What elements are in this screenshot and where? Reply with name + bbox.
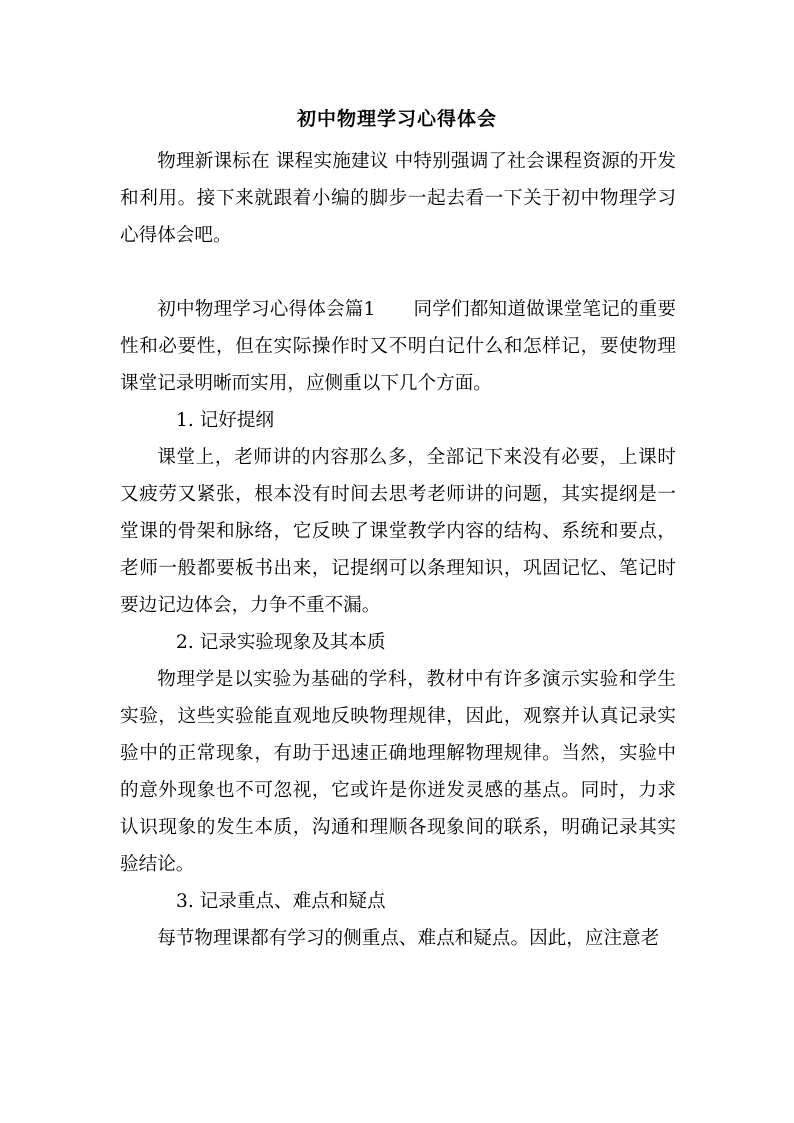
section-label: 初中物理学习心得体会篇1	[157, 299, 376, 320]
section-text: 同学们都知道做课堂笔记的重要性和必要性，但在实际操作时又不明白记什么和怎样记，要使物理课堂记录明晰而实用，应侧重以下几个方面。	[120, 299, 676, 394]
item-heading-1: 1. 记好提纲	[176, 410, 275, 431]
document-body	[120, 143, 676, 957]
item-heading-3: 3. 记录重点、难点和疑点	[176, 891, 386, 912]
document-title: 初中物理学习心得体会	[296, 108, 497, 130]
item-paragraph-2: 物理学是以实验为基础的学科，教材中有许多演示实验和学生实验，这些实验能直观地反映物理规律，因此，观察并认真记录实验中的正常现象，有助于迅速正确地理解物理规律。当然，实验中的意外现象也不可忽视，它或许是你迸发灵感的基点。同时，力求认识现象的发生本质，沟通和理顺各现象间的联系，明确记录其实验结论。	[120, 669, 676, 875]
section-paragraph	[120, 291, 676, 402]
intro-paragraph: 物理新课标在 课程实施建议 中特别强调了社会课程资源的开发和利用。接下来就跟着小编的脚步一起去看一下关于初中物理学习心得体会吧。	[120, 151, 676, 246]
item-paragraph-1: 课堂上，老师讲的内容那么多，全部记下来没有必要，上课时又疲劳又紧张，根本没有时间去思考老师讲的问题，其实提纲是一堂课的骨架和脉络，它反映了课堂教学内容的结构、系统和要点，老师一般都要板书出来，记提纲可以条理知识，巩固记忆、笔记时要边记边体会，力争不重不漏。	[120, 447, 676, 616]
blank-line	[120, 254, 676, 291]
item-paragraph-3: 每节物理课都有学习的侧重点、难点和疑点。因此，应注意老	[157, 928, 660, 949]
item-heading-2: 2. 记录实验现象及其本质	[176, 632, 386, 653]
